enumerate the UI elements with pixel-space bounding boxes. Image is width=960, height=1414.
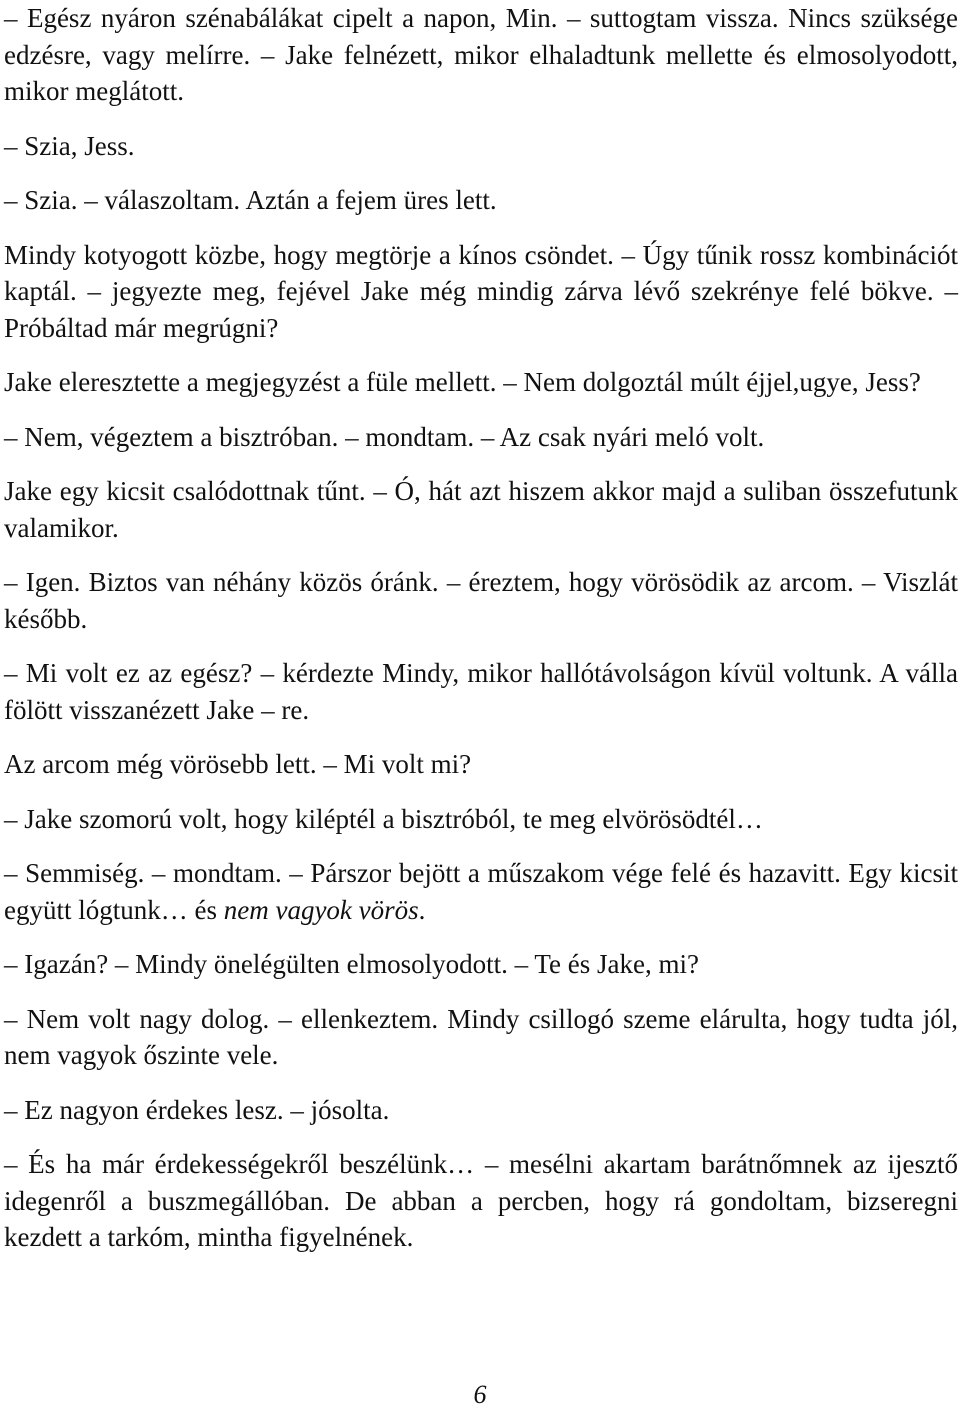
paragraph: Az arcom még vörösebb lett. – Mi volt mi? — [4, 749, 472, 779]
paragraph: Jake egy kicsit csalódottnak tűnt. – Ó, hát azt hiszem akkor majd a suliban összefutunk valamikor. — [4, 476, 958, 543]
paragraph: – Egész nyáron szénabálákat cipelt a napon, Min. – suttogtam vissza. Nincs szüksége edzésre, vagy melírre. – Jake felnézett, mikor elhaladtunk mellette és elmosolyodott, mikor meglátott. — [4, 3, 958, 106]
paragraph: – Ez nagyon érdekes lesz. – jósolta. — [4, 1094, 390, 1125]
paragraph: – Mi volt ez az egész? – kérdezte Mindy, mikor hallótávolságon kívül voltunk. A válla fölött visszanézett Jake – re. — [4, 658, 958, 725]
paragraph-tail: . — [418, 894, 426, 925]
paragraph: – Szia, Jess. — [4, 130, 135, 161]
paragraph: Mindy kotyogott közbe, hogy megtörje a kínos csöndet. – Úgy tűnik rossz kombinációt kaptál. – jegyezte meg, fejével Jake még mindig zárva lévő szekrénye felé bökve. – Próbáltad már megrúgni? — [4, 239, 958, 343]
paragraph: – Jake szomorú volt, hogy kiléptél a bisztróból, te meg elvörösödtél… — [4, 803, 763, 834]
paragraph-text: – Semmiség. – mondtam. – Párszor bejött a műszakom vége felé és hazavitt. Egy kicsit együtt lógtunk… és — [4, 858, 958, 925]
paragraph: – Nem, végeztem a bisztróban. – mondtam. – Az csak nyári meló volt. — [4, 421, 765, 452]
page-number: 6 — [473, 1380, 487, 1409]
document-page — [4, 0, 958, 1274]
paragraph: – Szia. – válaszoltam. Aztán a fejem üres lett. — [4, 185, 497, 215]
paragraph: – És ha már érdekességekről beszélünk… – mesélni akartam barátnőmnek az ijesztő idegenről a buszmegállóban. De abban a percben, hogy rá gondoltam, bizseregni kezdett a tarkóm, mintha figyelnének. — [4, 1149, 958, 1252]
italic-phrase: nem vagyok vörös — [223, 894, 419, 925]
paragraph: – Nem volt nagy dolog. – ellenkeztem. Mindy csillogó szeme elárulta, hogy tudta jól, nem vagyok őszinte vele. — [4, 1003, 958, 1070]
paragraph-with-italic — [4, 855, 958, 928]
paragraph: Jake eleresztette a megjegyzést a füle mellett. – Nem dolgoztál múlt éjjel,ugye, Jess? — [4, 367, 921, 397]
paragraph: – Igen. Biztos van néhány közös óránk. – éreztem, hogy vörösödik az arcom. – Viszlát később. — [4, 567, 958, 634]
paragraph: – Igazán? – Mindy önelégülten elmosolyodott. – Te és Jake, mi? — [4, 949, 699, 979]
